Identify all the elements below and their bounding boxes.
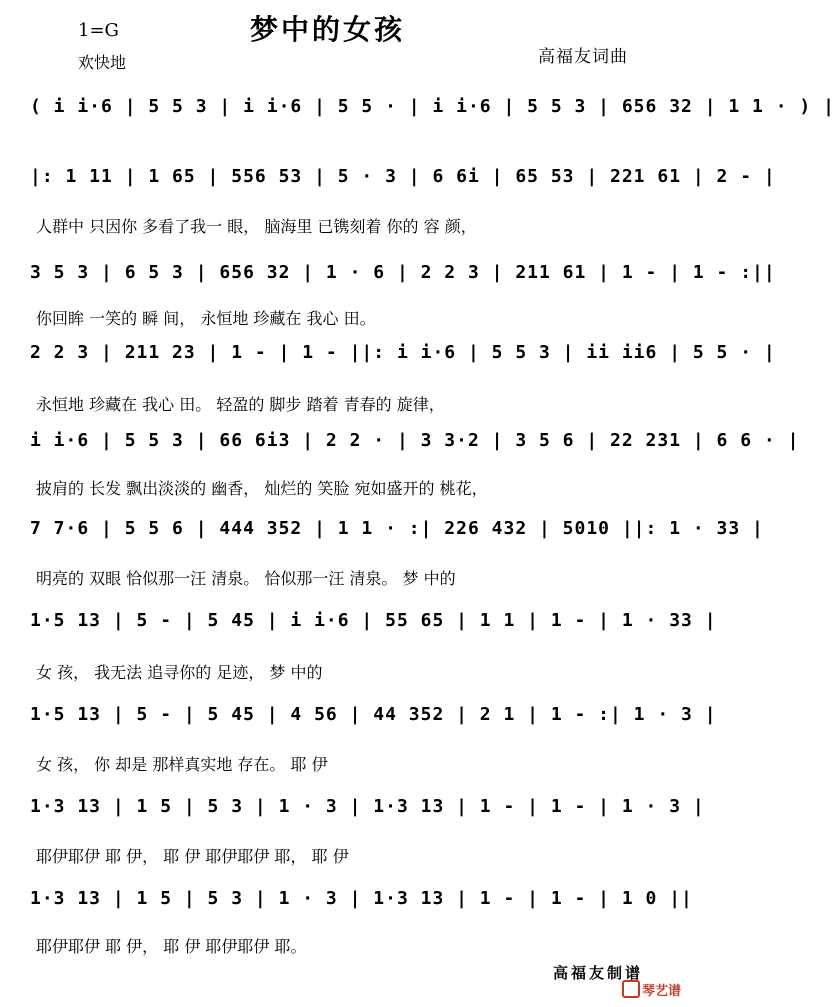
transcriber-credit: 高福友制谱: [553, 964, 644, 982]
lyrics-line-5: 披肩的 长发 飘出淡淡的 幽香， 灿烂的 笑脸 宛如盛开的 桃花，: [36, 479, 488, 498]
logo-text: 琴艺谱: [642, 984, 682, 999]
logo-icon: [622, 980, 640, 998]
lyrics-line-3: 你回眸 一笑的 瞬 间， 永恒地 珍藏在 我心 田。: [36, 309, 376, 328]
tempo-marking: 欢快地: [78, 53, 127, 72]
song-title: 梦中的女孩: [250, 13, 406, 46]
lyrics-line-4: 永恒地 珍藏在 我心 田。 轻盈的 脚步 踏着 青春的 旋律，: [36, 395, 445, 414]
notation-line-7: 1·5 13 | 5 - | 5 45 | i i·6 | 55 65 | 1 1 | 1 - | 1 · 33 |: [30, 610, 717, 631]
notation-line-10: 1·3 13 | 1 5 | 5 3 | 1 · 3 | 1·3 13 | 1 - | 1 - | 1 0 ||: [30, 888, 693, 909]
notation-line-9: 1·3 13 | 1 5 | 5 3 | 1 · 3 | 1·3 13 | 1 - | 1 - | 1 · 3 |: [30, 796, 705, 817]
lyrics-line-6: 明亮的 双眼 恰似那一汪 清泉。 恰似那一汪 清泉。 梦 中的: [36, 569, 456, 588]
notation-line-3: 3 5 3 | 6 5 3 | 656 32 | 1 · 6 | 2 2 3 | 211 61 | 1 - | 1 - :||: [30, 262, 776, 283]
lyrics-line-7: 女 孩， 我无法 追寻你的 足迹， 梦 中的: [36, 663, 323, 682]
lyrics-line-8: 女 孩， 你 却是 那样真实地 存在。 耶 伊: [36, 755, 328, 774]
notation-line-8: 1·5 13 | 5 - | 5 45 | 4 56 | 44 352 | 2 1 | 1 - :| 1 · 3 |: [30, 704, 717, 725]
key-signature: 1=G: [78, 20, 119, 41]
notation-line-2: |: 1 11 | 1 65 | 556 53 | 5 · 3 | 6 6i | 65 53 | 221 61 | 2 - |: [30, 166, 776, 187]
notation-line-1: ( i i·6 | 5 5 3 | i i·6 | 5 5 · | i i·6 | 5 5 3 | 656 32 | 1 1 · ) |: [30, 96, 835, 117]
notation-line-5: i i·6 | 5 5 3 | 66 6i3 | 2 2 · | 3 3·2 | 3 5 6 | 22 231 | 6 6 · |: [30, 430, 800, 451]
composer-credit: 高福友词曲: [538, 47, 628, 67]
notation-line-6: 7 7·6 | 5 5 6 | 444 352 | 1 1 · :| 226 432 | 5010 ||: 1 · 33 |: [30, 518, 764, 539]
lyrics-line-2: 人群中 只因你 多看了我一 眼， 脑海里 已镌刻着 你的 容 颜，: [36, 217, 477, 236]
lyrics-line-9: 耶伊耶伊 耶 伊， 耶 伊 耶伊耶伊 耶， 耶 伊: [36, 847, 349, 866]
site-logo: [622, 980, 681, 999]
lyrics-line-10: 耶伊耶伊 耶 伊， 耶 伊 耶伊耶伊 耶。: [36, 937, 307, 956]
notation-line-4: 2 2 3 | 211 23 | 1 - | 1 - ||: i i·6 | 5 5 3 | ii ii6 | 5 5 · |: [30, 342, 776, 363]
